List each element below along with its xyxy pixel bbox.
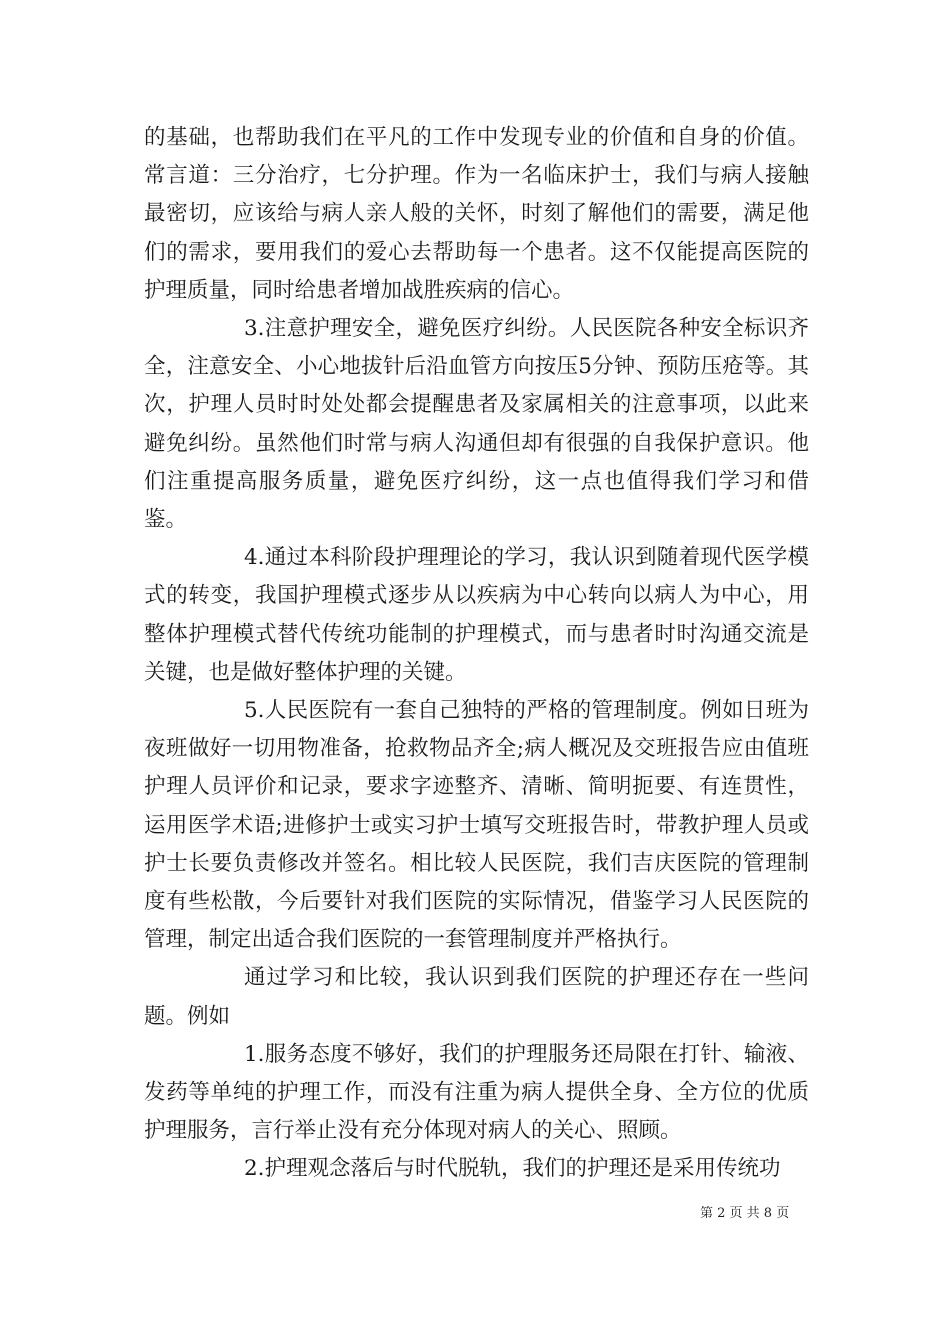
page-number-footer: 第 2 页 共 8 页 [700, 1206, 790, 1221]
paragraph-item-4: 4.通过本科阶段护理理论的学习，我认识到随着现代医学模式的转变，我国护理模式逐步从以疾病为中心转向以病人为中心，用整体护理模式替代传统功能制的护理模式，而与患者时时沟通交流是关键，也是做好整体护理的关键。 [144, 545, 809, 685]
paragraph-problem-1: 1.服务态度不够好，我们的护理服务还局限在打针、输液、发药等单纯的护理工作，而没有注重为病人提供全身、全方位的优质护理服务，言行举止没有充分体现对病人的关心、照顾。 [144, 1041, 809, 1144]
paragraph-item-3: 3.注意护理安全，避免医疗纠纷。人民医院各种安全标识齐全，注意安全、小心地拔针后沿血管方向按压5分钟、预防压疮等。其次，护理人员时时处处都会提醒患者及家属相关的注意事项，以此来避免纠纷。虽然他们时常与病人沟通但却有很强的自我保护意识。他们注重提高服务质量，避免医疗纠纷，这一点也值得我们学习和借鉴。 [144, 316, 809, 533]
paragraph-item-5: 5.人民医院有一套自己独特的严格的管理制度。例如日班为夜班做好一切用物准备，抢救物品齐全;病人概况及交班报告应由值班护理人员评价和记录，要求字迹整齐、清晰、简明扼要、有连贯性，运用医学术语;进修护士或实习护士填写交班报告时，带教护理人员或护士长要负责修改并签名。相比较人民医院，我们吉庆医院的管理制度有些松散，今后要针对我们医院的实际情况，借鉴学习人民医院的管理，制定出适合我们医院的一套管理制度并严格执行。 [144, 698, 809, 953]
paragraph-continuation: 的基础，也帮助我们在平凡的工作中发现专业的价值和自身的价值。常言道：三分治疗，七分护理。作为一名临床护士，我们与病人接触最密切，应该给与病人亲人般的关怀，时刻了解他们的需要，满足他们的需求，要用我们的爱心去帮助每一个患者。这不仅能提高医院的护理质量，同时给患者增加战胜疾病的信心。 [144, 125, 809, 303]
document-body [144, 119, 809, 1189]
paragraph-problem-2: 2.护理观念落后与时代脱轨，我们的护理还是采用传统功 [244, 1156, 781, 1182]
paragraph-problems-intro: 通过学习和比较，我认识到我们医院的护理还存在一些问题。例如 [144, 965, 809, 1029]
